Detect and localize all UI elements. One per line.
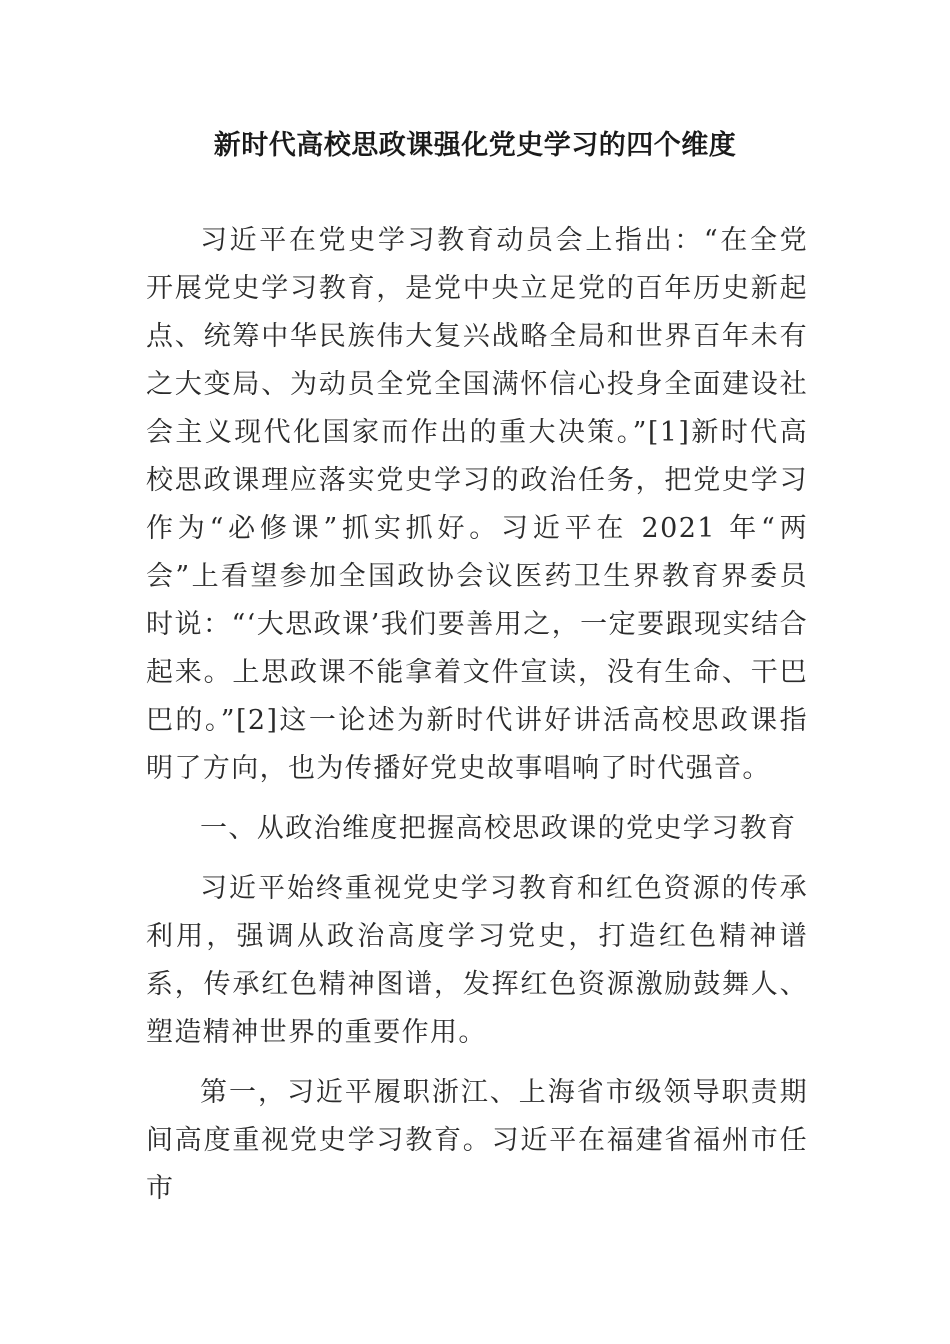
paragraph-section-1: 习近平始终重视党史学习教育和红色资源的传承利用，强调从政治高度学习党史，打造红色精神谱系，传承红色精神图谱，发挥红色资源激励鼓舞人、塑造精神世界的重要作用。 — [146, 873, 808, 1048]
document-body — [146, 217, 808, 1213]
section-heading-1: 一、从政治维度把握高校思政课的党史学习教育 — [200, 813, 797, 844]
paragraph-first-point: 第一，习近平履职浙江、上海省市级领导职责期间高度重视党史学习教育。习近平在福建省福州市任市 — [146, 1077, 808, 1204]
paragraph-intro: 习近平在党史学习教育动员会上指出：“在全党开展党史学习教育，是党中央立足党的百年历史新起点、统筹中华民族伟大复兴战略全局和世界百年未有之大变局、为动员全党全国满怀信心投身全面建设社会主义现代化国家而作出的重大决策。”[1]新时代高校思政课理应落实党史学习的政治任务，把党史学习作为“必修课”抓实抓好。习近平在 2021 年“两会”上看望参加全国政协会议医药卫生界教育界委员时说：“‘大思政课’我们要善用之，一定要跟现实结合起来。上思政课不能拿着文件宣读，没有生命、干巴巴的。”[2]这一论述为新时代讲好讲活高校思政课指明了方向，也为传播好党史故事唱响了时代强音。 — [146, 225, 808, 784]
document-title: 新时代高校思政课强化党史学习的四个维度 — [213, 130, 737, 161]
